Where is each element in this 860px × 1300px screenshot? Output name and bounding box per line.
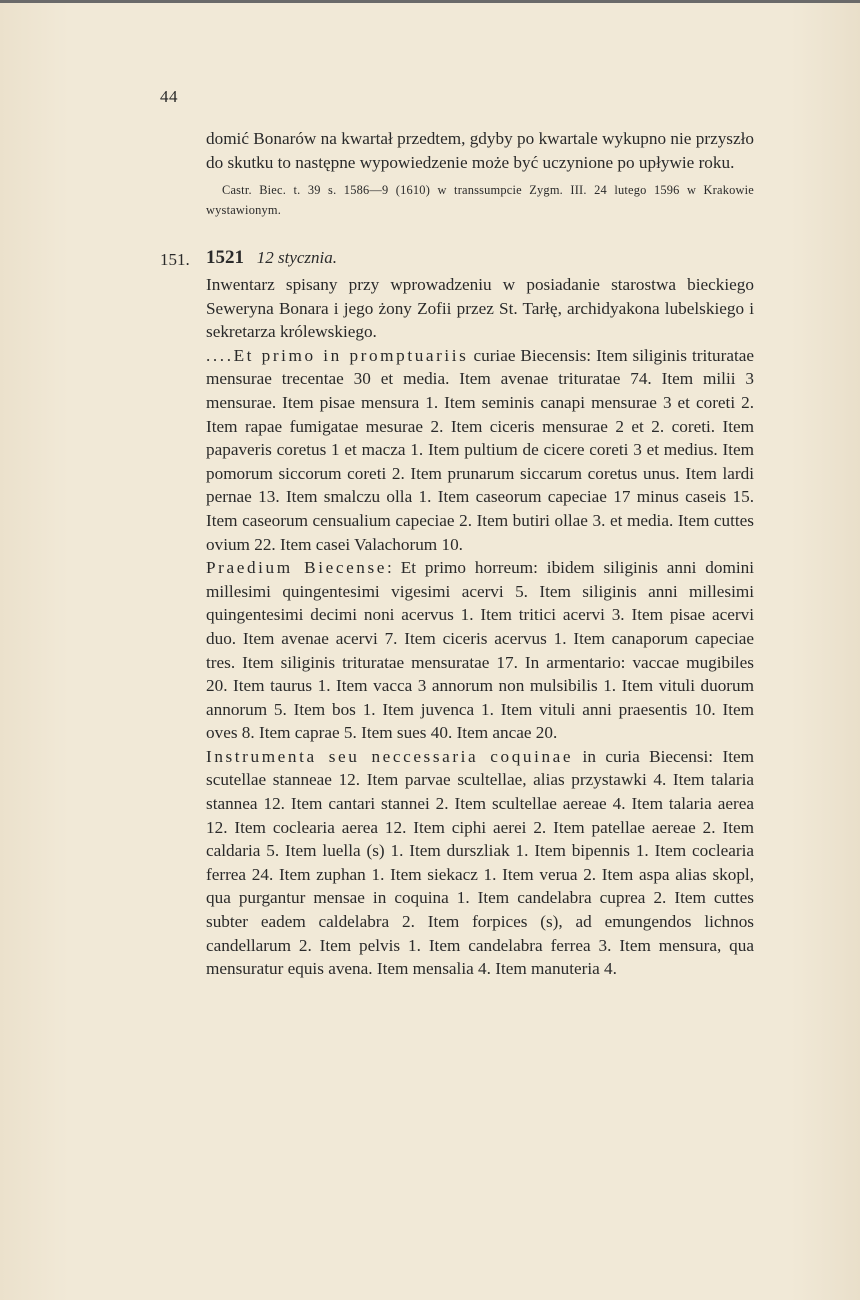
- document-body: [206, 273, 754, 981]
- document-heading: [206, 247, 337, 269]
- instrumenta-heading: Instrumenta seu neccessaria coquinae: [206, 746, 574, 766]
- promptuarium-text: curiae Biecensis: Item siliginis trituratae mensurae trecentae 30 et media. Item avenae trituratae 74. Item milii 3 mensurae. Item pisae mensura 1. Item seminis canapi mensurae 3 et coreti 2. Item rapae fumigatae mesurae 2. Item ciceris mensurae 2 et 2. coreti. Item papaveris coretus 1 et macza 1. Item pultium de cicere coreti 3 et medius. Item pomorum siccorum coreti 2. Item prunarum siccarum coretus unus. Item lardi pernae 13. Item smalczu olla 1. Item caseorum capeciae 17 minus caseis 15. Item caseorum censualium capeciae 2. Item butiri ollae 3. et media. Item cuttes ovium 22. Item casei Valachorum 10.: [206, 345, 754, 554]
- inventory-paragraph-instrumenta: [206, 745, 754, 981]
- promptuarium-heading: ....Et primo in promptuariis: [206, 345, 469, 365]
- document-date: 12 stycznia.: [256, 248, 338, 267]
- instrumenta-text: in curia Biecensi: Item scutellae stanneae 12. Item parvae scultellae, alias przystawki 4. Item talaria stannea 12. Item cantari stannei 2. Item scultellae aereae 4. Item talaria aerea 12. Item coclearia aerea 12. Item ciphi aerei 2. Item patellae aereae 2. Item caldaria 5. Item luella (s) 1. Item durszliak 1. Item bipennis 1. Item coclearia ferrea 24. Item zuphan 1. Item siekacz 1. Item verua 2. Item aspa alias skopl, qua purgantur mensae in coquina 1. Item candelabra cuprea 2. Item cuttes subter eadem caldelabra 2. Item forpices (s), ad emungendos lichnos candellarum 2. Item pelvis 1. Item candelabra ferrea 3. Item mensura, qua mensuratur equis avena. Item mensalia 4. Item manuteria 4.: [206, 746, 754, 979]
- document-year: 1521: [206, 247, 244, 268]
- praedium-heading: Praedium Biecense: [206, 558, 388, 578]
- inventory-paragraph-praedium: [206, 556, 754, 745]
- praedium-text: : Et primo horreum: ibidem siliginis anni domini millesimi quingentesimi vigesimi acervi 5. Item siliginis anni millesimi quingentesimi decimi noni acervus 1. Item tritici acervi 3. Item pisae acervi duo. Item avenae acervi 7. Item ciceris acervus 1. Item canaporum capeciae tres. Item siliginis trituratae mensuratae 17. In armentario: vaccae mugibiles 20. Item taurus 1. Item vacca 3 annorum non mulsibilis 1. Item vituli duorum annorum 5. Item bos 1. Item juvenca 1. Item vituli anni praesentis 10. Item oves 8. Item caprae 5. Item sues 40. Item ancae 20.: [206, 558, 755, 743]
- inventory-paragraph-promptuarium: [206, 344, 754, 556]
- continuation-block: [206, 127, 754, 220]
- top-paragraph: domić Bonarów na kwartał przedtem, gdyby po kwartale wykupno nie przyszło do skutku to następne wypowiedzenie może być uczynione po upływie roku.: [206, 129, 754, 172]
- source-note: Castr. Biec. t. 39 s. 1586—9 (1610) w transsumpcie Zygm. III. 24 lutego 1596 w Krakowie wystawionym.: [206, 183, 754, 218]
- page-number: 44: [160, 87, 178, 106]
- document-summary: Inwentarz spisany przy wprowadzeniu w posiadanie starostwa bieckiego Seweryna Bonara i jego żony Zofii przez St. Tarłę, archidyakona lubelskiego i sekretarza królewskiego.: [206, 275, 754, 342]
- document-number: 151.: [160, 250, 190, 269]
